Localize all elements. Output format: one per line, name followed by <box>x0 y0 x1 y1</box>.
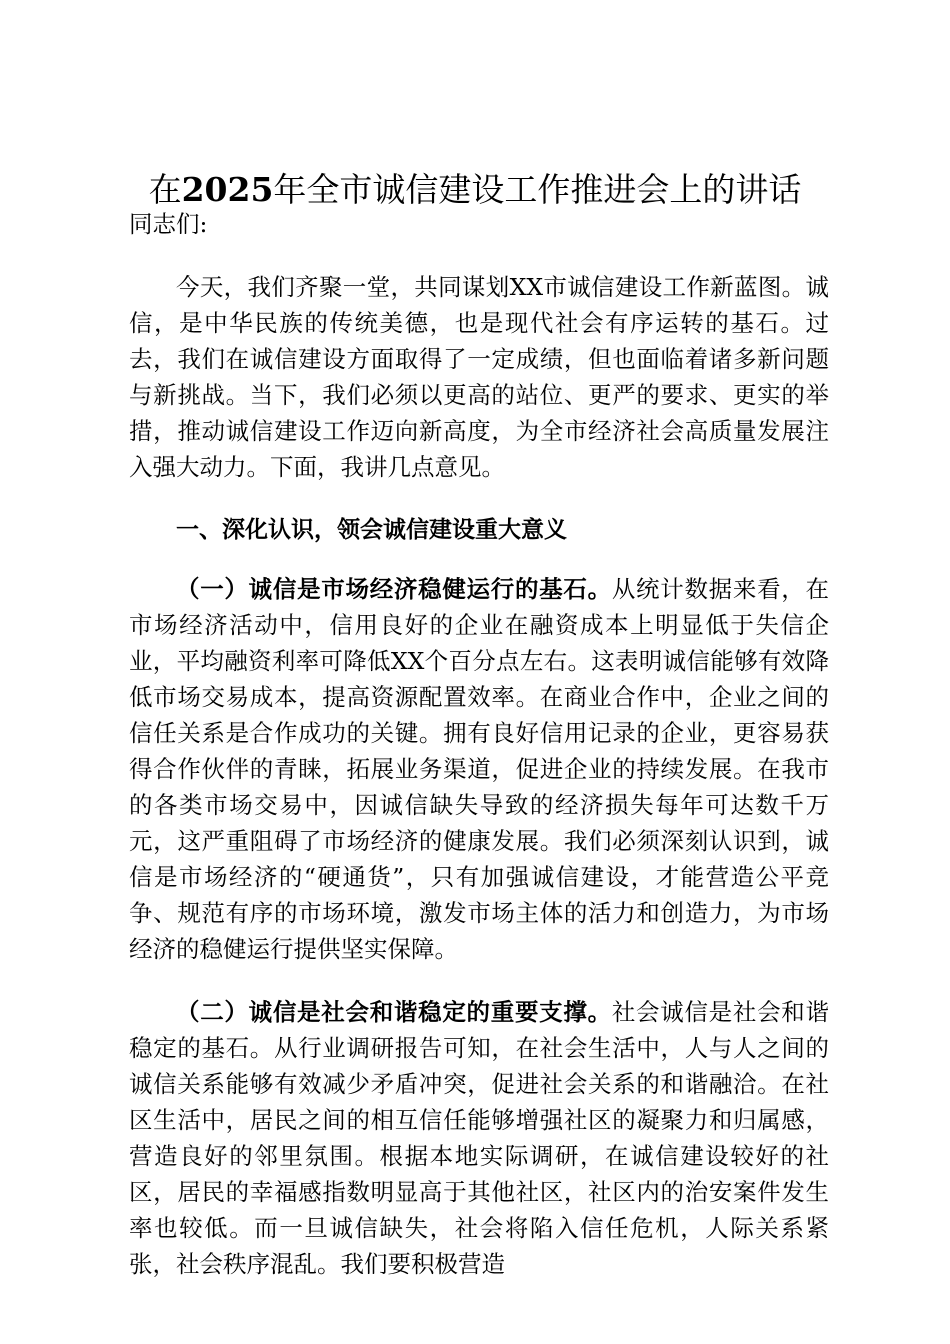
section-heading-1: 一、深化认识，领会诚信建设重大意义 <box>176 517 567 543</box>
salutation: 同志们: <box>129 210 208 238</box>
title-year: 2025 <box>181 170 274 209</box>
document-body <box>129 206 829 1282</box>
title-prefix: 在 <box>148 170 182 209</box>
intro-paragraph: 今天，我们齐聚一堂，共同谋划XX市诚信建设工作新蓝图。诚信，是中华民族的传统美德，也是现代社会有序运转的基石。过去，我们在诚信建设方面取得了一定成绩，但也面临着诸多新问题与新挑战。当下，我们必须以更高的站位、更严的要求、更实的举措，推动诚信建设工作迈向新高度，为全市经济社会高质量发展注入强大动力。下面，我讲几点意见。 <box>129 273 829 481</box>
item-text-1: 从统计数据来看，在市场经济活动中，信用良好的企业在融资成本上明显低于失信企业，平均融资利率可降低XX个百分点左右。这表明诚信能够有效降低市场交易成本，提高资源配置效率。在商业合作中，企业之间的信任关系是合作成功的关键。拥有良好信用记录的企业，更容易获得合作伙伴的青睐，拓展业务渠道，促进企业的持续发展。在我市的各类市场交易中，因诚信缺失导致的经济损失每年可达数千万元，这严重阻碍了市场经济的健康发展。我们必须深刻认识到，诚信是市场经济的“硬通货”，只有加强诚信建设，才能营造公平竞争、规范有序的市场环境，激发市场主体的活力和创造力，为市场经济的稳健运行提供坚实保障。 <box>129 575 830 963</box>
item-lead-2: （二）诚信是社会和谐稳定的重要支撑。 <box>176 998 612 1026</box>
title-suffix: 年全市诚信建设工作推进会上的讲话 <box>273 170 802 209</box>
item-text-2: 社会诚信是社会和谐稳定的基石。从行业调研报告可知，在社会生活中，人与人之间的诚信关系能够有效减少矛盾冲突，促进社会关系的和谐融洽。在社区生活中，居民之间的相互信任能够增强社区的凝聚力和归属感，营造良好的邻里氛围。根据本地实际调研，在诚信建设较好的社区，居民的幸福感指数明显高于其他社区，社区内的治安案件发生率也较低。而一旦诚信缺失，社会将陷入信任危机，人际关系紧张，社会秩序混乱。我们要积极营造 <box>129 998 830 1278</box>
item-paragraph-1 <box>129 571 829 967</box>
item-paragraph-2 <box>129 994 829 1282</box>
item-lead-1: （一）诚信是市场经济稳健运行的基石。 <box>176 575 612 603</box>
